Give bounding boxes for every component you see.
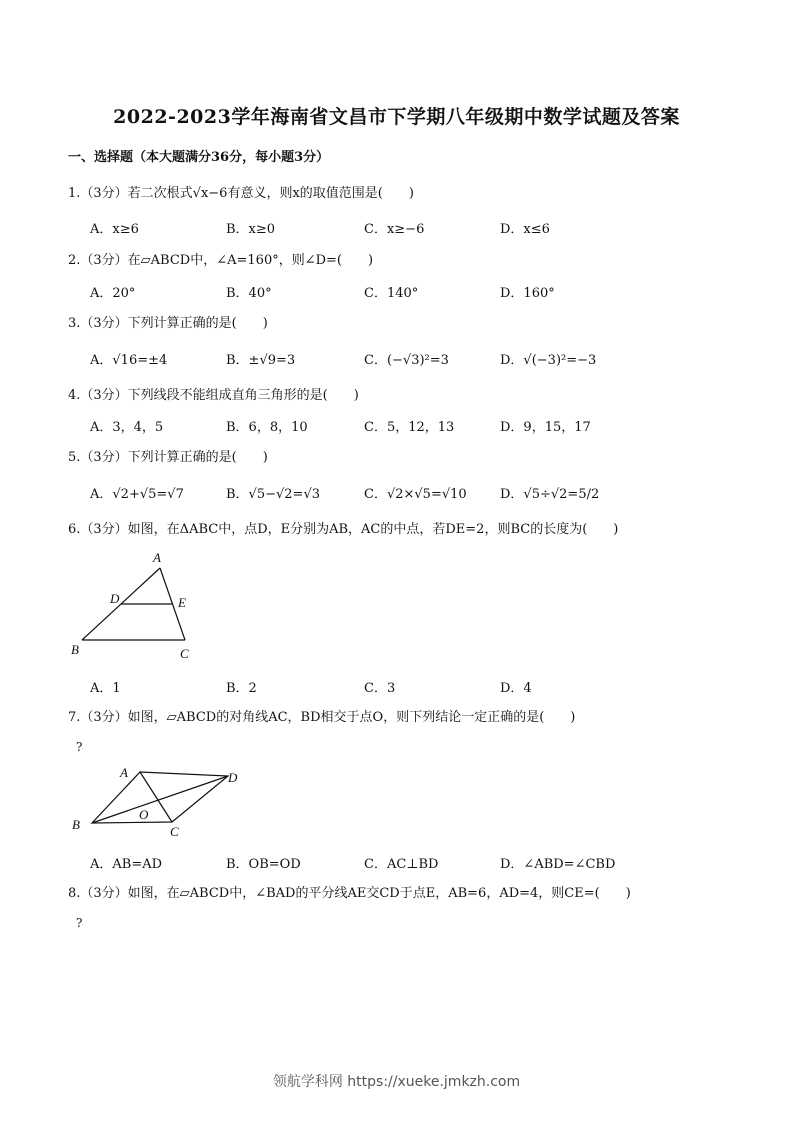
parallelogram-figure: [68, 762, 248, 842]
diagonal-bd: [92, 776, 228, 823]
q6-option-b[interactable]: B．2: [226, 681, 257, 696]
placeholder-mark: ?: [76, 740, 83, 754]
q7-option-c[interactable]: C．AC⊥BD: [364, 857, 439, 872]
q5-option-b[interactable]: B．√5−√2=√3: [226, 487, 321, 502]
q4-option-d[interactable]: D．9，15，17: [500, 420, 591, 435]
label-c: C: [180, 646, 189, 661]
label-c: C: [170, 824, 179, 839]
label-e: E: [178, 595, 186, 610]
q5-option-d[interactable]: D．√5÷√2=5/2: [500, 487, 600, 502]
question-3: 3.（3分）下列计算正确的是( ): [68, 316, 268, 331]
q4-option-c[interactable]: C．5，12，13: [364, 420, 455, 435]
q3-option-c[interactable]: C．(−√3)²=3: [364, 353, 449, 368]
q4-option-b[interactable]: B．6，8，10: [226, 420, 308, 435]
q7-option-d[interactable]: D．∠ABD=∠CBD: [500, 857, 616, 872]
question-7: 7.（3分）如图，▱ABCD的对角线AC，BD相交于点O，则下列结论一定正确的是( ): [68, 710, 576, 725]
question-2: 2.（3分）在▱ABCD中，∠A=160°，则∠D=( ): [68, 253, 374, 268]
page-title: 2022-2023学年海南省文昌市下学期八年级期中数学试题及答案: [113, 106, 680, 128]
question-8: 8.（3分）如图，在▱ABCD中，∠BAD的平分线AE交CD于点E，AB=6，AD=4，则CE=( ): [68, 886, 631, 901]
q6-option-c[interactable]: C．3: [364, 681, 396, 696]
q2-option-a[interactable]: A．20°: [90, 286, 136, 301]
q1-option-a[interactable]: A．x≥6: [90, 222, 139, 237]
label-o: O: [139, 807, 149, 822]
placeholder-mark: ?: [76, 916, 83, 930]
section-heading: 一、选择题（本大题满分36分，每小题3分）: [68, 150, 330, 165]
q3-option-a[interactable]: A．√16=±4: [90, 353, 168, 368]
question-5: 5.（3分）下列计算正确的是( ): [68, 450, 268, 465]
q2-option-c[interactable]: C．140°: [364, 286, 419, 301]
q6-option-d[interactable]: D．4: [500, 681, 532, 696]
label-b: B: [72, 817, 80, 832]
q3-option-d[interactable]: D．√(−3)²=−3: [500, 353, 597, 368]
q2-option-b[interactable]: B．40°: [226, 286, 272, 301]
triangle-figure: [68, 548, 208, 663]
q5-option-c[interactable]: C．√2×√5=√10: [364, 487, 467, 502]
label-d: D: [110, 591, 120, 606]
q7-option-b[interactable]: B．OB=OD: [226, 857, 301, 872]
q4-option-a[interactable]: A．3，4，5: [90, 420, 164, 435]
q3-option-b[interactable]: B．±√9=3: [226, 353, 296, 368]
q5-option-a[interactable]: A．√2+√5=√7: [90, 487, 184, 502]
question-4: 4.（3分）下列线段不能组成直角三角形的是( ): [68, 388, 359, 403]
question-6: 6.（3分）如图，在ΔABC中，点D，E分别为AB，AC的中点，若DE=2，则BC的长度为( ): [68, 522, 619, 537]
q1-option-b[interactable]: B．x≥0: [226, 222, 276, 237]
q6-option-a[interactable]: A．1: [90, 681, 121, 696]
label-d: D: [228, 770, 238, 785]
q1-option-d[interactable]: D．x≤6: [500, 222, 550, 237]
question-1: 1.（3分）若二次根式√x−6有意义，则x的取值范围是( ): [68, 186, 414, 201]
page-footer: 领航学科网 https://xueke.jmkzh.com: [272, 1074, 521, 1090]
label-b: B: [71, 642, 79, 657]
q7-option-a[interactable]: A．AB=AD: [90, 857, 163, 872]
label-a: A: [120, 765, 128, 780]
q1-option-c[interactable]: C．x≥−6: [364, 222, 425, 237]
label-a: A: [153, 550, 161, 565]
q2-option-d[interactable]: D．160°: [500, 286, 555, 301]
